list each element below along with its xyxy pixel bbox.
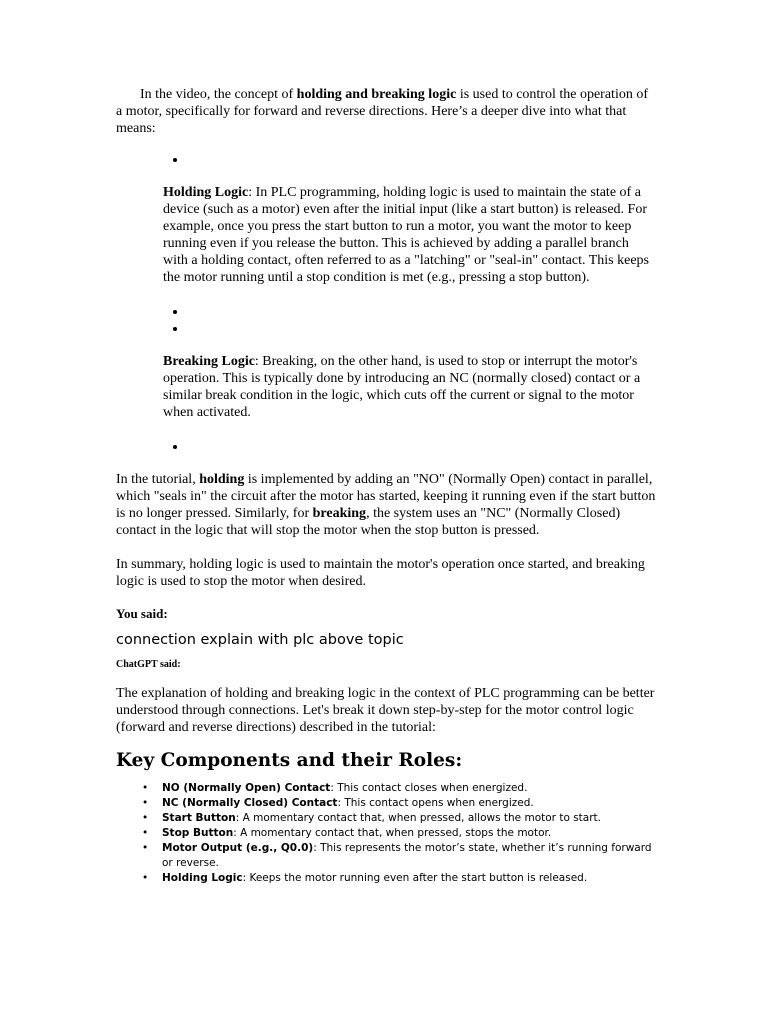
component-term: NO (Normally Open) Contact: [162, 782, 331, 794]
intro-paragraph: [116, 86, 656, 137]
explanation-paragraph: The explanation of holding and breaking logic in the context of PLC programming can be better understood through connections. Let's break it down step-by-step for the motor control logic (forward and reverse directions) described in the tutorial:: [116, 686, 655, 735]
list-item: [116, 826, 656, 841]
component-term: NC (Normally Closed) Contact: [162, 797, 338, 809]
list-item: [116, 871, 656, 886]
tutorial-bold-holding: holding: [199, 472, 245, 487]
breaking-logic-text: : Breaking, on the other hand, is used to stop or interrupt the motor's operation. This is typically done by introducing an NC (normally closed) contact or a similar break condition in the logic, which cuts off the current or signal to the motor when activated.: [163, 354, 641, 420]
tutorial-bold-breaking: breaking: [312, 506, 367, 521]
empty-bullet: [116, 438, 656, 455]
components-list: [116, 781, 656, 886]
intro-bold: holding and breaking logic: [296, 87, 457, 102]
you-said-label: You said:: [116, 606, 168, 621]
list-item: [116, 796, 656, 811]
holding-logic-paragraph: [163, 184, 656, 286]
empty-bullets: [116, 303, 656, 337]
summary-paragraph: In summary, holding logic is used to maintain the motor's operation once started, and breaking logic is used to stop the motor when desired.: [116, 557, 645, 589]
bullet-icon: •: [142, 782, 149, 794]
section-heading: Key Components and their Roles:: [116, 750, 463, 771]
component-text: : A momentary contact that, when pressed, allows the motor to start.: [235, 812, 601, 824]
tutorial-paragraph: [116, 471, 656, 539]
bullet-icon: •: [142, 812, 149, 824]
empty-bullet: [116, 151, 656, 168]
component-text: : This contact closes when energized.: [330, 782, 528, 794]
component-term: Holding Logic: [162, 872, 243, 884]
list-item: [116, 781, 656, 796]
bullet-icon: •: [142, 872, 149, 884]
breaking-logic-term: Breaking Logic: [163, 354, 255, 369]
chatgpt-said-label: ChatGPT said:: [116, 659, 181, 670]
bullet-icon: •: [142, 797, 149, 809]
component-text: : A momentary contact that, when pressed, stops the motor.: [233, 827, 552, 839]
component-term: Start Button: [162, 812, 236, 824]
list-item: [116, 811, 656, 826]
holding-logic-term: Holding Logic: [163, 185, 249, 200]
bullet-icon: •: [142, 827, 149, 839]
component-term: Stop Button: [162, 827, 234, 839]
intro-text: In the video, the concept of: [140, 87, 297, 102]
intro-text-end: is used to control the operation of a motor, specifically for forward and reverse directions. Here’s a deeper dive into what that means:: [116, 87, 648, 136]
component-text: : This contact opens when energized.: [337, 797, 534, 809]
tutorial-text: , the system uses an "NC" (Normally Closed) contact in the logic that will stop the motor when the stop button is pressed.: [116, 506, 621, 538]
list-item: [116, 841, 656, 871]
document-page: [116, 86, 656, 886]
breaking-logic-paragraph: [163, 353, 656, 421]
user-prompt: connection explain with plc above topic: [116, 632, 404, 648]
bullet-icon: •: [142, 842, 149, 854]
component-text: : This represents the motor’s state, whether it’s running forward or reverse.: [162, 842, 652, 869]
component-text: : Keeps the motor running even after the start button is released.: [242, 872, 588, 884]
tutorial-text: is implemented by adding an "NO" (Normally Open) contact in parallel, which "seals in" the circuit after the motor has started, keeping it running even if the start button is no longer pressed. Similarly, for: [116, 472, 656, 521]
component-term: Motor Output (e.g., Q0.0): [162, 842, 314, 854]
holding-logic-text: : In PLC programming, holding logic is used to maintain the state of a device (such as a motor) even after the initial input (like a start button) is released. For example, once you press the start button to run a motor, you want the motor to keep running even if you release the button. This is achieved by adding a parallel branch with a holding contact, often referred to as a "latching" or "seal-in" contact. This keeps the motor running until a stop condition is met (e.g., pressing a stop button).: [163, 185, 649, 285]
tutorial-text: In the tutorial,: [116, 472, 200, 487]
